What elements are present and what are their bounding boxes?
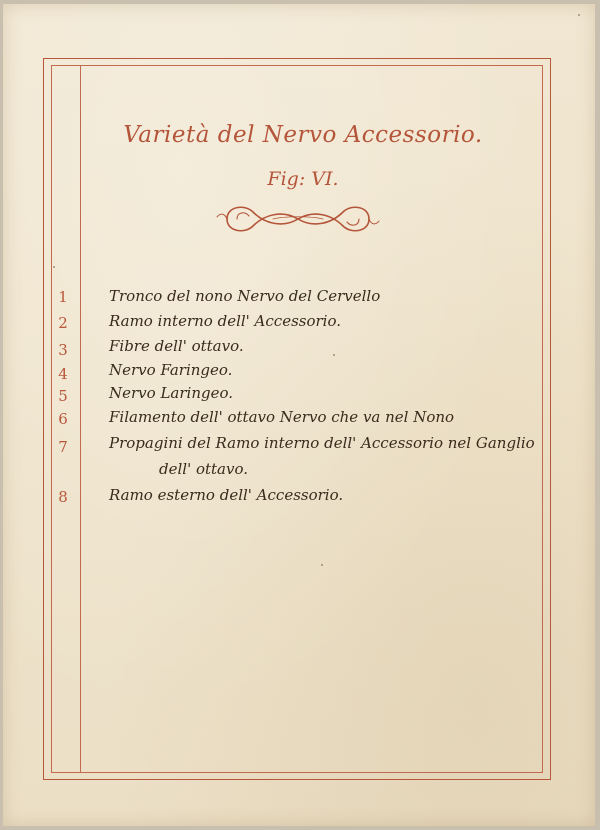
entry-text-2: Ramo interno dell' Accessorio. xyxy=(109,312,342,330)
page-title: Varietà del Nervo Accessorio. xyxy=(123,122,483,148)
calligraphic-flourish-icon xyxy=(213,198,383,240)
manuscript-page xyxy=(3,4,595,826)
ink-speck xyxy=(578,14,580,16)
entry-number-2: 2 xyxy=(58,314,68,332)
entry-text-7-continuation: dell' ottavo. xyxy=(159,460,249,478)
entry-text-4: Nervo Faringeo. xyxy=(109,361,233,379)
entry-number-1: 1 xyxy=(58,288,68,306)
entry-number-8: 8 xyxy=(58,488,68,506)
ink-speck xyxy=(333,354,335,356)
entry-number-4: 4 xyxy=(58,365,68,383)
entry-number-7: 7 xyxy=(58,438,68,456)
entry-number-5: 5 xyxy=(58,387,68,405)
entry-text-8: Ramo esterno dell' Accessorio. xyxy=(109,486,344,504)
entry-text-7: Propagini del Ramo interno dell' Accessorio nel Ganglio xyxy=(109,434,535,452)
entry-text-5: Nervo Laringeo. xyxy=(109,384,233,402)
figure-label: Fig: VI. xyxy=(267,168,339,190)
ink-speck xyxy=(53,266,55,268)
entry-text-6: Filamento dell' ottavo Nervo che va nel Nono xyxy=(109,408,455,426)
ink-speck xyxy=(321,564,323,566)
entry-text-1: Tronco del nono Nervo del Cervello xyxy=(109,287,381,305)
entry-text-3: Fibre dell' ottavo. xyxy=(109,337,244,355)
entry-number-6: 6 xyxy=(58,410,68,428)
entry-number-3: 3 xyxy=(58,341,68,359)
